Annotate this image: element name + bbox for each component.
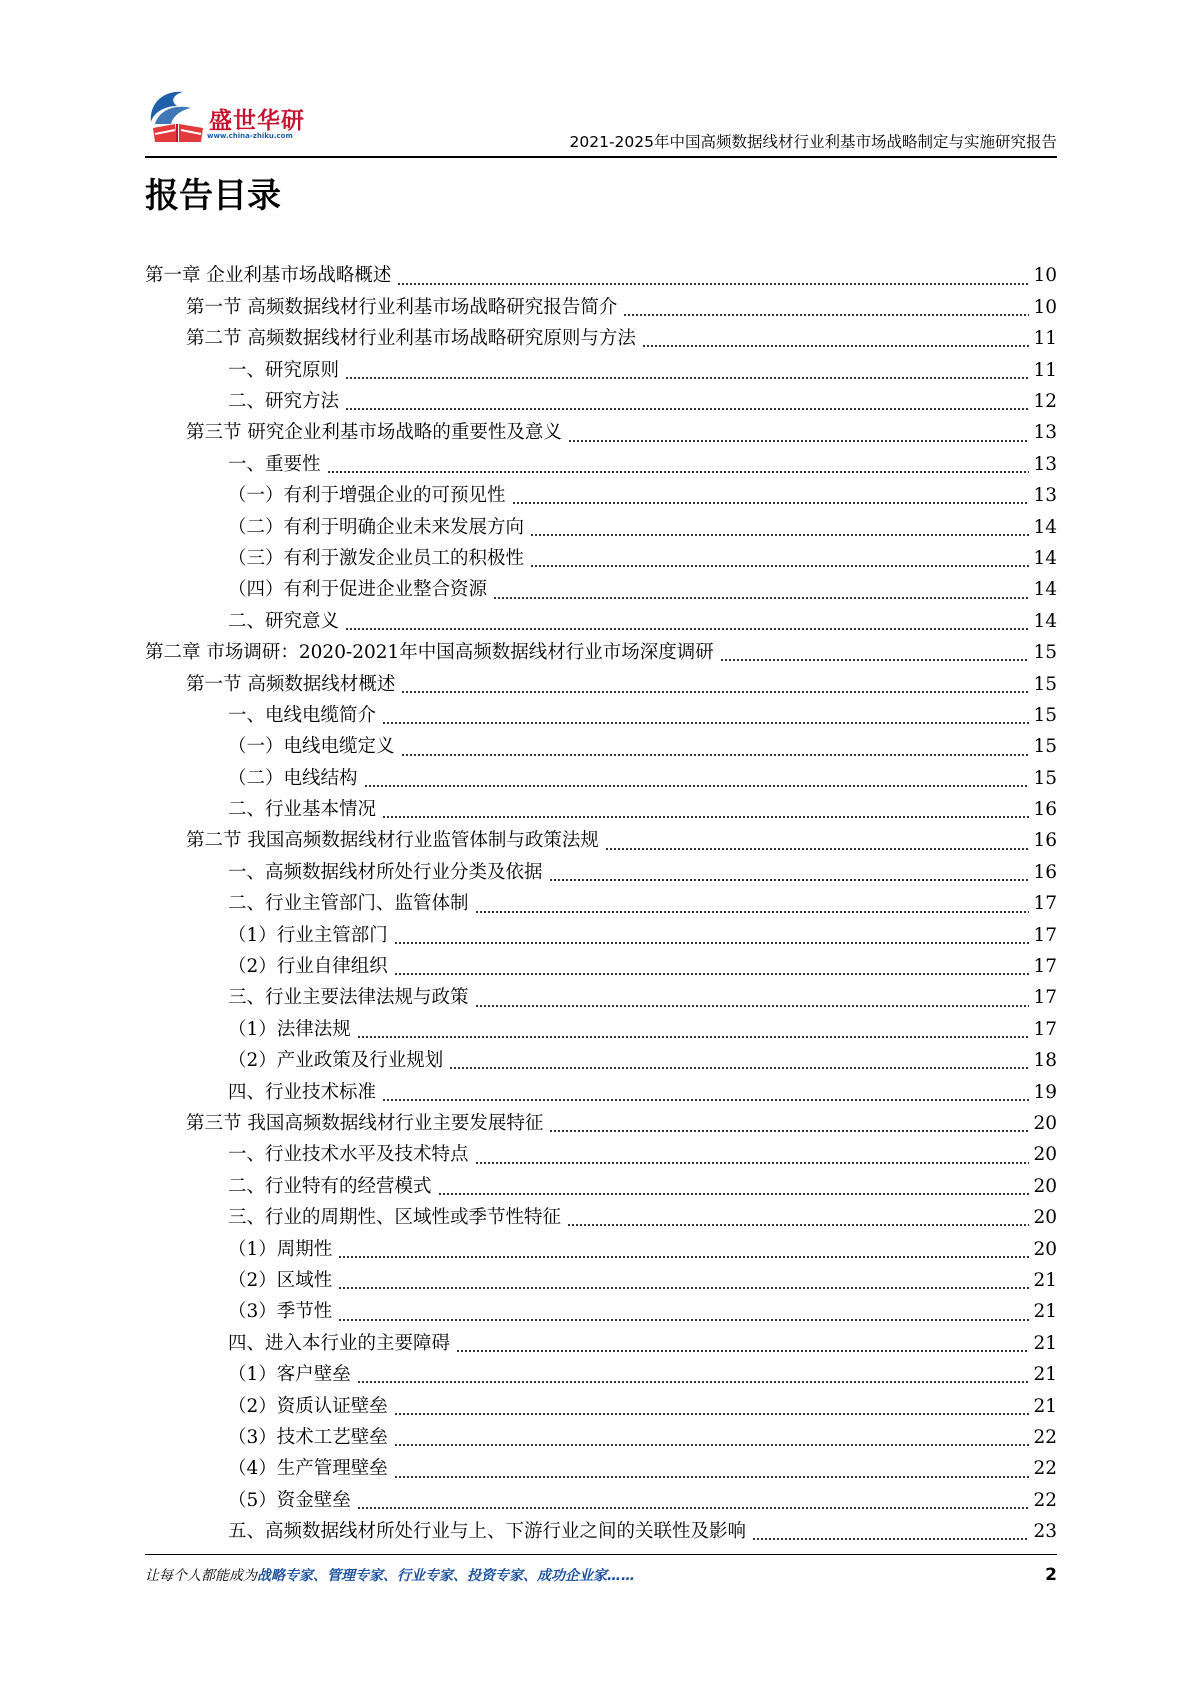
toc-dot-leader	[493, 597, 1029, 599]
toc-entry-label: 第二节 高频数据线材行业利基市场战略研究原则与方法	[186, 328, 636, 350]
toc-entry-page: 22	[1033, 1426, 1057, 1448]
toc-dot-leader	[345, 408, 1029, 410]
toc-dot-leader	[475, 911, 1030, 913]
toc-entry[interactable]	[145, 1234, 1057, 1265]
page-footer	[145, 1565, 1057, 1589]
toc-entry[interactable]	[145, 889, 1057, 920]
toc-entry-label: 第一章 企业利基市场战略概述	[145, 265, 392, 287]
toc-entry-label: （4）生产管理壁垒	[228, 1458, 388, 1480]
toc-dot-leader	[345, 628, 1029, 630]
toc-dot-leader	[394, 1413, 1030, 1415]
logo	[145, 84, 315, 150]
toc-entry[interactable]	[145, 575, 1057, 606]
toc-dot-leader	[512, 502, 1030, 504]
toc-dot-leader	[338, 1319, 1029, 1321]
toc-entry[interactable]	[145, 449, 1057, 480]
toc-dot-leader	[567, 1224, 1029, 1226]
toc-entry-label: 第二章 市场调研：2020-2021年中国高频数据线材行业市场深度调研	[145, 642, 714, 664]
toc-entry-label: 第三节 我国高频数据线材行业主要发展特征	[186, 1112, 544, 1134]
toc-dot-leader	[394, 942, 1030, 944]
toc-dot-leader	[394, 1444, 1030, 1446]
toc-entry-page: 17	[1033, 924, 1057, 946]
logo-mark-icon	[145, 84, 211, 150]
toc-entry[interactable]	[145, 1454, 1057, 1485]
toc-entry-page: 10	[1033, 296, 1057, 318]
toc-dot-leader	[530, 534, 1029, 536]
toc-dot-leader	[449, 1067, 1029, 1069]
toc-dot-leader	[475, 1005, 1030, 1007]
toc-dot-leader	[438, 1193, 1030, 1195]
toc-entry-page: 14	[1033, 516, 1057, 538]
toc-entry-page: 21	[1033, 1332, 1057, 1354]
toc-dot-leader	[345, 377, 1029, 379]
toc-entry-label: （1）行业主管部门	[228, 924, 388, 946]
toc-entry[interactable]	[145, 700, 1057, 731]
toc-entry-label: （二）有利于明确企业未来发展方向	[228, 516, 525, 538]
toc-entry-label: （1）法律法规	[228, 1018, 351, 1040]
toc-entry[interactable]	[145, 1422, 1057, 1453]
toc-entry-page: 20	[1033, 1112, 1057, 1134]
toc-dot-leader	[397, 283, 1029, 285]
toc-dot-leader	[357, 1381, 1030, 1383]
toc-dot-leader	[394, 1476, 1030, 1478]
footer-divider	[145, 1554, 1057, 1555]
toc-entry[interactable]	[145, 857, 1057, 888]
toc-entry-label: （5）资金壁垒	[228, 1489, 351, 1511]
toc-entry-label: （三）有利于激发企业员工的积极性	[228, 547, 525, 569]
toc-entry-label: （1）周期性	[228, 1238, 333, 1260]
toc-dot-leader	[338, 1287, 1029, 1289]
toc-entry[interactable]	[145, 1171, 1057, 1202]
toc-entry[interactable]	[145, 1109, 1057, 1140]
footer-slogan-prefix: 让每个人都能成为	[145, 1568, 257, 1584]
page-title: 报告目录	[145, 176, 281, 216]
toc-dot-leader	[720, 659, 1030, 661]
toc-entry-page: 20	[1033, 1175, 1057, 1197]
toc-entry[interactable]	[145, 418, 1057, 449]
toc-entry[interactable]	[145, 1266, 1057, 1297]
toc-entry-label: 二、研究意义	[228, 610, 340, 632]
toc-entry[interactable]	[145, 1014, 1057, 1045]
toc-entry-page: 15	[1033, 767, 1057, 789]
toc-entry[interactable]	[145, 1046, 1057, 1077]
toc-entry-page: 12	[1033, 391, 1057, 412]
toc-entry-label: 三、行业主要法律法规与政策	[228, 987, 469, 1009]
toc-entry[interactable]	[145, 638, 1057, 669]
report-title: 2021-2025年中国高频数据线材行业利基市场战略制定与实施研究报告	[569, 133, 1057, 151]
toc-entry[interactable]	[145, 763, 1057, 794]
toc-entry[interactable]	[145, 544, 1057, 575]
toc-dot-leader	[382, 722, 1029, 724]
toc-entry[interactable]	[145, 1297, 1057, 1328]
toc-entry-label: （2）资质认证壁垒	[228, 1395, 388, 1417]
toc-dot-leader	[394, 973, 1030, 975]
toc-entry-label: （2）产业政策及行业规划	[228, 1050, 444, 1072]
toc-dot-leader	[549, 1130, 1029, 1132]
toc-entry[interactable]	[145, 292, 1057, 323]
toc-dot-leader	[475, 1162, 1030, 1164]
toc-entry-page: 16	[1033, 799, 1057, 821]
toc-entry[interactable]	[145, 387, 1057, 418]
toc-entry-label: 二、研究方法	[228, 391, 340, 412]
logo-name: 盛世华研	[209, 108, 305, 134]
toc-entry-page: 16	[1033, 861, 1057, 883]
toc-dot-leader	[357, 1507, 1030, 1509]
toc-entry[interactable]	[145, 512, 1057, 543]
toc-entry-label: （2）区域性	[228, 1269, 333, 1291]
toc-entry-label: （二）电线结构	[228, 767, 358, 789]
toc-entry-page: 14	[1033, 610, 1057, 632]
toc-entry[interactable]	[145, 1203, 1057, 1234]
toc-entry-page: 10	[1033, 265, 1057, 287]
logo-url: www.china-zhiku.com	[207, 132, 293, 140]
toc-entry-page: 22	[1033, 1458, 1057, 1480]
toc-entry-label: （一）电线电缆定义	[228, 736, 395, 758]
toc-entry[interactable]	[145, 983, 1057, 1014]
toc-dot-leader	[752, 1538, 1029, 1540]
toc-dot-leader	[549, 879, 1030, 881]
toc-entry-page: 15	[1033, 736, 1057, 758]
toc-entry[interactable]	[145, 826, 1057, 857]
toc-entry-label: （3）季节性	[228, 1301, 333, 1323]
page-number: 2	[1045, 1565, 1057, 1585]
toc-entry-label: 一、电线电缆简介	[228, 704, 377, 726]
toc-entry-page: 14	[1033, 579, 1057, 601]
toc-entry-page: 11	[1033, 328, 1057, 350]
toc-entry-page: 21	[1033, 1301, 1057, 1323]
toc-entry[interactable]	[145, 1517, 1057, 1548]
toc-dot-leader	[364, 785, 1030, 787]
toc-entry-page: 17	[1033, 987, 1057, 1009]
toc-entry[interactable]	[145, 324, 1057, 355]
toc-entry-page: 13	[1033, 485, 1057, 507]
toc-entry[interactable]	[145, 261, 1057, 292]
toc-dot-leader	[530, 565, 1029, 567]
toc-entry-page: 23	[1033, 1521, 1057, 1543]
toc-entry-label: 第三节 研究企业利基市场战略的重要性及意义	[186, 422, 562, 444]
toc-entry-page: 17	[1033, 893, 1057, 915]
toc-entry-page: 15	[1033, 673, 1057, 695]
toc-entry-label: 三、行业的周期性、区域性或季节性特征	[228, 1207, 562, 1229]
toc-entry[interactable]	[145, 952, 1057, 983]
toc-entry[interactable]	[145, 1485, 1057, 1516]
toc-dot-leader	[642, 345, 1030, 347]
toc-dot-leader	[401, 691, 1029, 693]
toc-dot-leader	[401, 754, 1030, 756]
toc-entry-page: 14	[1033, 547, 1057, 569]
toc-entry-page: 20	[1033, 1238, 1057, 1260]
toc-entry-label: （1）客户壁垒	[228, 1364, 351, 1386]
toc-entry-page: 16	[1033, 830, 1057, 852]
toc-dot-leader	[568, 440, 1030, 442]
toc-entry-page: 13	[1033, 453, 1057, 475]
toc-entry-label: 五、高频数据线材所处行业与上、下游行业之间的关联性及影响	[228, 1521, 747, 1543]
toc-entry-label: 第一节 高频数据线材概述	[186, 673, 396, 695]
toc-entry[interactable]	[145, 795, 1057, 826]
toc-entry-page: 21	[1033, 1364, 1057, 1386]
toc-entry-label: 二、行业特有的经营模式	[228, 1175, 432, 1197]
toc-entry-label: 第二节 我国高频数据线材行业监管体制与政策法规	[186, 830, 599, 852]
toc-entry-page: 21	[1033, 1395, 1057, 1417]
toc-entry[interactable]	[145, 606, 1057, 637]
toc-entry-label: （四）有利于促进企业整合资源	[228, 579, 488, 601]
toc-entry-label: 一、行业技术水平及技术特点	[228, 1144, 469, 1166]
toc-entry-page: 22	[1033, 1489, 1057, 1511]
toc-entry[interactable]	[145, 732, 1057, 763]
toc-entry-page: 15	[1033, 704, 1057, 726]
toc-entry-label: 二、行业基本情况	[228, 799, 377, 821]
toc-entry-page: 17	[1033, 956, 1057, 978]
toc-entry[interactable]	[145, 669, 1057, 700]
page-header	[145, 84, 1057, 159]
toc-entry-page: 20	[1033, 1207, 1057, 1229]
table-of-contents	[145, 261, 1057, 1548]
toc-dot-leader	[382, 1099, 1029, 1101]
footer-slogan-accent: 战略专家、管理专家、行业专家、投资专家、成功企业家……	[257, 1568, 635, 1584]
toc-entry-label: 一、研究原则	[228, 359, 340, 381]
toc-entry-page: 11	[1033, 359, 1057, 381]
toc-entry-page: 13	[1033, 422, 1057, 444]
toc-entry-label: 四、进入本行业的主要障碍	[228, 1332, 451, 1354]
toc-entry-label: （3）技术工艺壁垒	[228, 1426, 388, 1448]
toc-entry[interactable]	[145, 1391, 1057, 1422]
toc-entry-label: （2）行业自律组织	[228, 956, 388, 978]
toc-entry-page: 21	[1033, 1269, 1057, 1291]
toc-entry[interactable]	[145, 481, 1057, 512]
toc-entry[interactable]	[145, 1077, 1057, 1108]
toc-dot-leader	[382, 816, 1029, 818]
toc-dot-leader	[338, 1256, 1029, 1258]
toc-entry-label: 第一节 高频数据线材行业利基市场战略研究报告简介	[186, 296, 618, 318]
toc-entry-label: 一、高频数据线材所处行业分类及依据	[228, 861, 543, 883]
toc-entry[interactable]	[145, 1328, 1057, 1359]
toc-entry[interactable]	[145, 1140, 1057, 1171]
toc-entry-page: 18	[1033, 1050, 1057, 1072]
toc-dot-leader	[456, 1350, 1029, 1352]
toc-entry-label: 二、行业主管部门、监管体制	[228, 893, 469, 915]
toc-entry-label: 四、行业技术标准	[228, 1081, 377, 1103]
toc-entry[interactable]	[145, 1360, 1057, 1391]
toc-entry[interactable]	[145, 355, 1057, 386]
toc-entry-page: 20	[1033, 1144, 1057, 1166]
toc-entry-label: 一、重要性	[228, 453, 321, 475]
toc-dot-leader	[357, 1036, 1030, 1038]
header-divider	[145, 156, 1057, 158]
toc-entry-label: （一）有利于增强企业的可预见性	[228, 485, 506, 507]
toc-entry[interactable]	[145, 920, 1057, 951]
toc-dot-leader	[623, 314, 1029, 316]
toc-entry-page: 17	[1033, 1018, 1057, 1040]
toc-dot-leader	[605, 848, 1030, 850]
toc-entry-page: 15	[1033, 642, 1057, 664]
toc-dot-leader	[327, 471, 1030, 473]
toc-entry-page: 19	[1033, 1081, 1057, 1103]
